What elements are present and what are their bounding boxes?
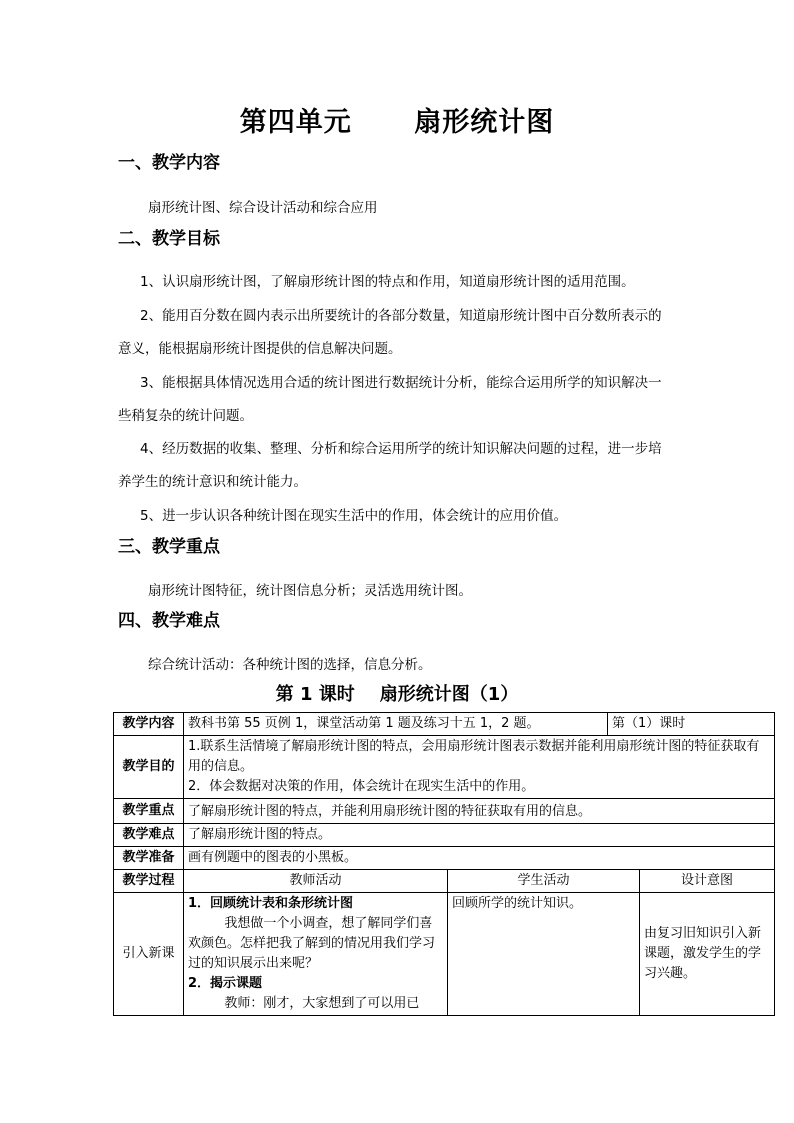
- content-value: 教科书第 55 页例 1，课堂活动第 1 题及练习十五 1，2 题。: [184, 713, 608, 736]
- teacher-step-2-title: 2．揭示课题: [188, 976, 263, 991]
- prep-label: 教学准备: [114, 847, 184, 870]
- design-intent-text: 由复习旧知识引入新课题，激发学生的学习兴趣。: [644, 926, 762, 981]
- col-header-student: 学生活动: [448, 870, 640, 893]
- key-points-text: 扇形统计图特征，统计图信息分析；灵活选用统计图。: [148, 583, 472, 599]
- table-header-row: [114, 870, 775, 893]
- key-value: 了解扇形统计图的特点，并能利用扇形统计图的特征获取有用的信息。: [184, 799, 775, 824]
- goal-line-3-cont: 些稍复杂的统计问题。: [118, 408, 253, 424]
- goal-item-2: 2．体会数据对决策的作用，体会统计在现实生活中的作用。: [188, 779, 535, 794]
- content-text: 扇形统计图、综合设计活动和综合应用: [148, 200, 378, 216]
- table-row: [114, 824, 775, 847]
- student-activity-text: 回顾所学的统计知识。: [452, 896, 583, 911]
- goal-line-2-cont: 意义，能根据扇形统计图提供的信息解决问题。: [118, 341, 402, 357]
- goal-line-4-cont: 养学生的统计意识和统计能力。: [118, 474, 307, 490]
- lesson-title: 第 1 课时 扇形统计图（1）: [275, 684, 519, 705]
- lesson-plan-table: [113, 712, 775, 1016]
- unit-title: 第四单元 扇形统计图: [239, 107, 555, 138]
- goal-line-1: 1、认识扇形统计图，了解扇形统计图的特点和作用，知道扇形统计图的适用范围。: [140, 274, 635, 290]
- goal-item-1: 1.联系生活情境了解扇形统计图的特点，会用扇形统计图表示数据并能利用扇形统计图的特征获取有用的信息。: [188, 739, 760, 774]
- goal-cell: [184, 736, 775, 799]
- goal-label: 教学目的: [114, 736, 184, 799]
- col-header-teacher: 教师活动: [184, 870, 448, 893]
- teacher-step-1-text: 我想做一个小调查，想了解同学们喜欢颜色。怎样把我了解到的情况用我们学习过的知识展示出来呢？: [188, 916, 436, 971]
- table-row: [114, 893, 775, 1016]
- stage-label: 引入新课: [114, 893, 184, 1016]
- prep-value: 画有例题中的图表的小黑板。: [184, 847, 775, 870]
- table-row: [114, 799, 775, 824]
- process-label: 教学过程: [114, 870, 184, 893]
- table-row: [114, 736, 775, 799]
- table-row: [114, 713, 775, 736]
- section-heading-difficulties: 四、教学难点: [118, 611, 220, 631]
- key-label: 教学重点: [114, 799, 184, 824]
- goal-line-2: 2、能用百分数在圆内表示出所要统计的各部分数量，知道扇形统计图中百分数所表示的: [140, 308, 662, 324]
- section-heading-key-points: 三、教学重点: [118, 537, 220, 557]
- col-header-design: 设计意图: [640, 870, 775, 893]
- section-heading-content: 一、教学内容: [118, 153, 220, 173]
- student-activity: [448, 893, 640, 1016]
- goal-line-4: 4、经历数据的收集、整理、分析和综合运用所学的统计知识解决问题的过程，进一步培: [140, 441, 662, 457]
- teacher-activity-content: [188, 894, 443, 1014]
- goal-line-5: 5、进一步认识各种统计图在现实生活中的作用，体会统计的应用价值。: [140, 508, 568, 524]
- difficulty-label: 教学难点: [114, 824, 184, 847]
- difficulty-value: 了解扇形统计图的特点。: [184, 824, 775, 847]
- goal-line-3: 3、能根据具体情况选用合适的统计图进行数据统计分析，能综合运用所学的知识解决一: [140, 375, 662, 391]
- table-row: [114, 847, 775, 870]
- design-intent: [640, 893, 775, 1016]
- teacher-step-2-text: 教师：刚才，大家想到了可以用已: [224, 996, 420, 1011]
- teacher-step-1-title: 1．回顾统计表和条形统计图: [188, 896, 354, 911]
- difficulties-text: 综合统计活动：各种统计图的选择，信息分析。: [148, 657, 432, 673]
- section-heading-goals: 二、教学目标: [118, 229, 220, 249]
- period-cell: 第（1）课时: [608, 713, 775, 736]
- teacher-activity: [184, 893, 448, 1016]
- content-label: 教学内容: [114, 713, 184, 736]
